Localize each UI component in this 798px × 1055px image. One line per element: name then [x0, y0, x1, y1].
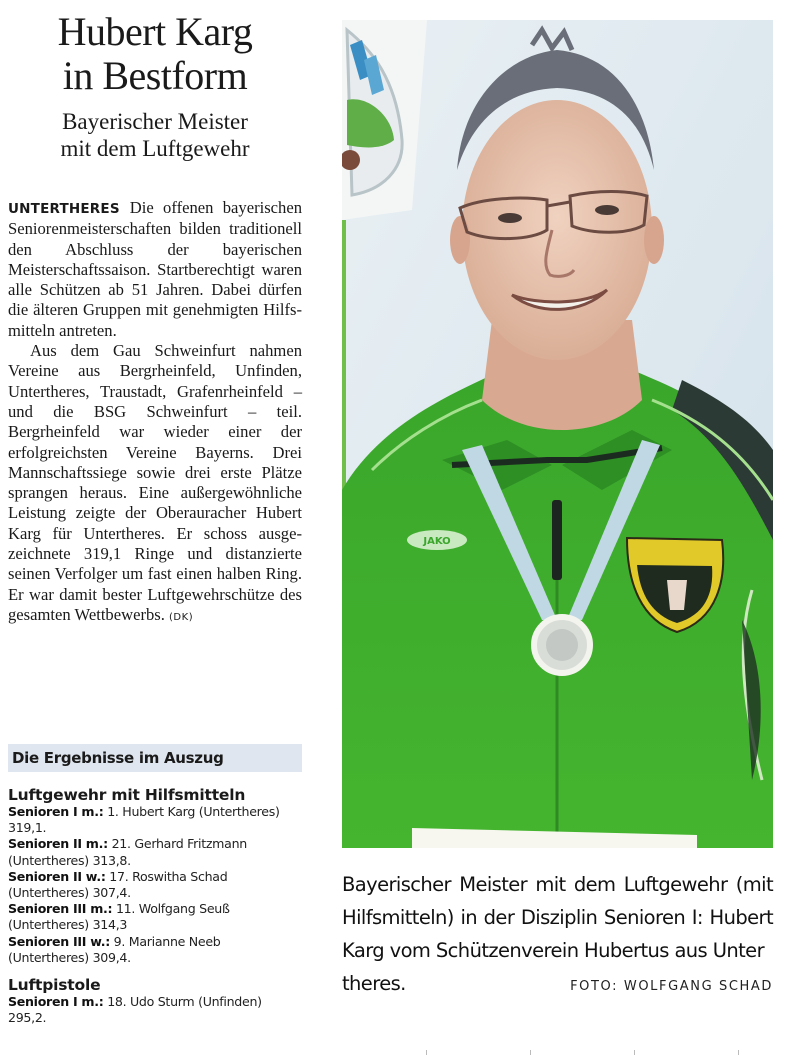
result-entry: [8, 869, 302, 901]
headline-line-1: Hubert Karg: [57, 9, 253, 54]
ear-right: [644, 216, 664, 264]
result-category: Senioren III w.:: [8, 933, 110, 949]
dateline: UNTERTHERES: [8, 201, 120, 217]
subheadline: [8, 108, 302, 162]
jako-logo: [407, 530, 467, 550]
article-body: [8, 198, 302, 628]
result-category: Senioren III m.:: [8, 901, 113, 917]
photo-credit: FOTO: WOLFGANG SCHAD: [570, 979, 773, 994]
svg-text:JAKO: JAKO: [423, 536, 451, 547]
subheadline-line-1: Bayerischer Meister: [62, 109, 248, 134]
headline: [8, 10, 302, 98]
portrait-illustration: [342, 20, 773, 848]
article-paragraph: [8, 198, 302, 341]
page-bottom-ticks: [342, 1050, 773, 1055]
paragraph-text: Aus dem Gau Schweinfurt nahmen Vereine aus Bergrheinfeld, Unfinden, Untertheres, Traustadt, Grafenrheinfeld – und die BSG Schweinfurt – teil. Bergrheinfeld war wieder einer der erfolgreichsten Vereine Bayerns. Drei Mannschaftssiege sowie drei erste Plätze sprangen heraus. Eine außergewöhnliche Leistung zeigte der Oberauracher Hubert Karg für Untertheres. Er schoss ausgezeichnete 319,1 Ringe und distanzierte seinen Verfolger um fast einen halben Ring. Er war damit bester Luftgewehrschütze des gesamten Wettbewerbs.: [8, 341, 302, 624]
result-category: Senioren I m.:: [8, 994, 104, 1010]
result-text: 18. Udo Sturm (Unfinden) 295,2.: [8, 994, 262, 1026]
tick-mark: [530, 1050, 531, 1055]
result-entry: [8, 901, 302, 933]
result-category: Senioren I m.:: [8, 804, 104, 819]
result-text: 21. Gerhard Fritzmann (Untertheres) 313,8.: [8, 836, 247, 868]
article-paragraph: [8, 341, 302, 628]
jacket-zipper: [552, 500, 562, 580]
caption-last-line: [342, 967, 773, 1003]
paragraph-text: Die offenen bayerischen Seniorenmeisterschaften bilden traditionell den Abschluss der bayerischen Meisterschaftssaison. Startberechtigt waren alle Schützen ab 51 Jahren. Dabei dürfen die älteren Gruppen mit genehmigten Hilfsmitteln antreten.: [8, 198, 302, 340]
author-tag: (DK): [169, 611, 194, 623]
result-text: 17. Roswitha Schad (Untertheres) 307,4.: [8, 868, 228, 901]
photo-caption: [342, 868, 773, 1003]
portrait-photo: [342, 20, 773, 848]
result-category: Senioren II m.:: [8, 836, 108, 852]
subheadline-line-2: mit dem Luftgewehr: [60, 136, 250, 161]
article-column: [8, 0, 302, 1026]
headline-line-2: in Bestform: [62, 53, 248, 98]
tick-mark: [426, 1050, 427, 1055]
results-heading: Die Ergebnisse im Auszug: [8, 744, 302, 772]
tick-mark: [634, 1050, 635, 1055]
results-box: [8, 744, 302, 1026]
result-category: Senioren II w.:: [8, 868, 106, 884]
result-entry: [8, 836, 302, 868]
result-text: 9. Marianne Neeb (Untertheres) 309,4.: [8, 933, 221, 965]
caption-last-word: theres.: [342, 972, 406, 995]
discipline-heading: Luftpistole: [8, 976, 101, 995]
result-entry: [8, 994, 302, 1026]
ear-left: [450, 216, 470, 264]
result-text: 1. Hubert Karg (Untertheres) 319,1.: [8, 804, 280, 836]
result-text: 11. Wolfgang Seuß (Untertheres) 314,3: [8, 901, 230, 933]
result-entry: [8, 934, 302, 966]
result-entry: [8, 804, 302, 836]
tick-mark: [738, 1050, 739, 1055]
caption-text: Bayerischer Meister mit dem Luftgewehr (mit Hilfsmitteln) in der Disziplin Senioren I: Hubert Karg vom Schützenverein Hubertus aus Unter: [342, 873, 773, 962]
discipline-heading: Luftgewehr mit Hilfsmitteln: [8, 786, 246, 804]
